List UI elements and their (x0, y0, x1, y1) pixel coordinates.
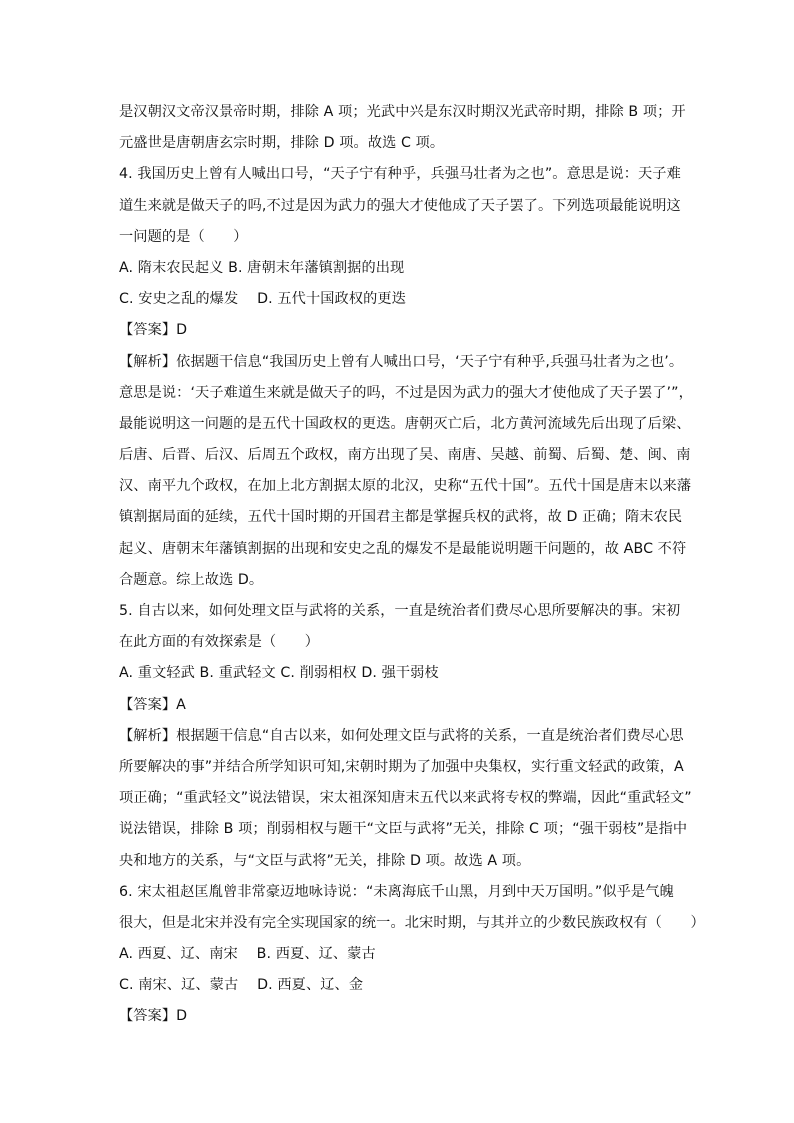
answer-option: A. 重文轻武 B. 重武轻文 C. 削弱相权 D. 强干弱枝 (119, 665, 439, 682)
explanation-text: 央和地方的关系，与“文臣与武将”无关，排除 D 项。故选 A 项。 (119, 852, 531, 869)
question-stem: 在此方面的有效探索是（ ） (119, 634, 320, 651)
explanation-text: 最能说明这一问题的是五代十国政权的更迭。唐朝灭亡后，北方黄河流域先后出现了后梁、 (119, 415, 691, 432)
question-stem: 道生来就是做天子的吗,不过是因为武力的强大才使他成了天子罢了。下列选项最能说明这 (119, 197, 681, 214)
explanation-text: 合题意。综上故选 D。 (119, 571, 264, 588)
explanation-text: 说法错误，排除 B 项；削弱相权与题干“文臣与武将”无关，排除 C 项；“强干弱枝”是指中 (119, 821, 688, 838)
answer-key: 【答案】D (119, 1008, 188, 1025)
question-stem: 4. 我国历史上曾有人喊出口号，“天子宁有种乎，兵强马壮者为之也”。意思是说：天子难 (119, 166, 681, 183)
explanation-text: 镇割据局面的延续，五代十国时期的开国君主都是掌握兵权的武将，故 D 正确；隋末农民 (119, 509, 683, 526)
answer-option: C. 南宋、辽、蒙古 D. 西夏、辽、金 (119, 977, 364, 994)
text-line: 是汉朝汉文帝汉景帝时期，排除 A 项；光武中兴是东汉时期汉光武帝时期，排除 B 项；开 (119, 104, 686, 120)
text-line: 元盛世是唐朝唐玄宗时期，排除 D 项。故选 C 项。 (119, 135, 445, 152)
answer-option: A. 隋末农民起义 B. 唐朝末年藩镇割据的出现 (119, 259, 405, 276)
answer-option: C. 安史之乱的爆发 D. 五代十国政权的更迭 (119, 291, 406, 308)
question-stem: 一问题的是（ ） (119, 228, 248, 245)
question-stem: 6. 宋太祖赵匡胤曾非常豪迈地咏诗说：“未离海底千山黑，月到中天万国明。”似乎是气魄 (119, 883, 674, 900)
answer-option: A. 西夏、辽、南宋 B. 西夏、辽、蒙古 (119, 946, 376, 963)
explanation-text: 汉、南平九个政权，在加上北方割据太原的北汉，史称“五代十国”。五代十国是唐末以来藩 (119, 478, 692, 495)
explanation-text: 后唐、后晋、后汉、后周五个政权，南方出现了吴、南唐、吴越、前蜀、后蜀、楚、闽、南 (119, 447, 691, 464)
explanation-text: 项正确；“重武轻文”说法错误，宋太祖深知唐末五代以来武将专权的弊端，因此“重武轻文” (119, 790, 692, 807)
explanation-text: 意思是说：‘天子难道生来就是做天子的吗，不过是因为武力的强大才使他成了天子罢了’”， (119, 384, 693, 401)
explanation-text: 所要解决的事”并结合所学知识可知,宋朝时期为了加强中央集权，实行重文轻武的政策，A (119, 758, 684, 775)
explanation-text: 【解析】依据题干信息“我国历史上曾有人喊出口号，‘天子宁有种乎,兵强马壮者为之也’。 (119, 353, 684, 370)
question-stem: 很大，但是北宋并没有完全实现国家的统一。北宋时期，与其并立的少数民族政权有（ ） (119, 914, 705, 931)
question-stem: 5. 自古以来，如何处理文臣与武将的关系，一直是统治者们费尽心思所要解决的事。宋初 (119, 603, 681, 619)
explanation-text: 起义、唐朝末年藩镇割据的出现和安史之乱的爆发不是最能说明题干问题的，故 ABC 不符 (119, 540, 687, 557)
answer-key: 【答案】D (119, 322, 188, 339)
explanation-text: 【解析】根据题干信息“自古以来，如何处理文臣与武将的关系，一直是统治者们费尽心思 (119, 727, 684, 744)
answer-key: 【答案】A (119, 696, 186, 713)
document-page (119, 97, 705, 1033)
